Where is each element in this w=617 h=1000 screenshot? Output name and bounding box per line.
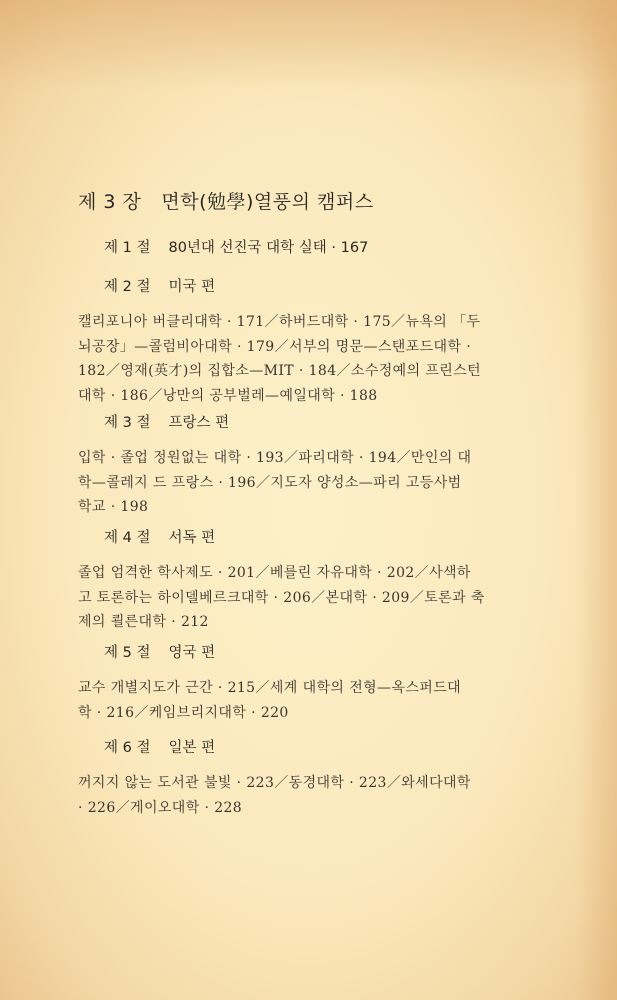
paper-shading-right [577, 0, 617, 1000]
paper-shading-top [0, 0, 617, 90]
section-6 [78, 736, 503, 820]
section-heading [104, 275, 503, 296]
section-number: 제 1 절 [104, 240, 151, 256]
section-heading [104, 411, 503, 432]
section-title: 영국 편 [168, 645, 216, 661]
body-line: 입학 · 졸업 정원없는 대학 · 193／파리대학 · 194／만인의 대 [78, 450, 472, 466]
section-number: 제 4 절 [104, 530, 151, 546]
section-title: 프랑스 편 [168, 415, 230, 431]
chapter-heading [78, 187, 374, 214]
section-3 [78, 411, 503, 520]
section-body [78, 310, 503, 408]
body-line: 학 · 216／케임브리지대학 · 220 [78, 704, 289, 721]
section-number: 제 3 절 [104, 415, 151, 431]
body-line: 꺼지지 않는 도서관 불빛 · 223／동경대학 · 223／와세다대학 [78, 775, 471, 791]
body-line: 182／영재(英才)의 집합소—MIT · 184／소수정예의 프린스턴 [78, 363, 482, 379]
body-line: 학교 · 198 [78, 499, 149, 515]
body-line: 캘리포니아 버클리대학 · 171／하버드대학 · 175／뉴욕의 「두 [78, 314, 481, 330]
body-line: · 226／게이오대학 · 228 [78, 799, 243, 816]
body-line: 대학 · 186／낭만의 공부벌레—예일대학 · 188 [78, 387, 378, 404]
body-line: 뇌공장」—콜럼비아대학 · 179／서부의 명문—스탠포드대학 · [78, 338, 472, 355]
section-body [78, 771, 503, 820]
section-title: 미국 편 [168, 279, 216, 295]
section-heading [104, 641, 503, 662]
section-heading [104, 526, 503, 547]
section-1 [78, 236, 503, 257]
section-title: 서독 편 [168, 530, 216, 546]
section-4 [78, 526, 503, 635]
section-body [78, 446, 503, 520]
section-heading [104, 736, 503, 757]
section-title: 일본 편 [168, 740, 216, 756]
body-line: 학—콜레지 드 프랑스 · 196／지도자 양성소—파리 고등사범 [78, 474, 462, 491]
chapter-title: 면학(勉學)열풍의 캠퍼스 [161, 191, 374, 213]
body-line: 졸업 엄격한 학사제도 · 201／베를린 자유대학 · 202／사색하 [78, 565, 471, 581]
chapter-number: 제 3 장 [78, 191, 142, 213]
section-number: 제 2 절 [104, 279, 151, 295]
body-line: 교수 개별지도가 근간 · 215／세계 대학의 전형—옥스퍼드대 [78, 680, 462, 696]
body-line: 고 토론하는 하이델베르크대학 · 206／본대학 · 209／토론과 축 [78, 589, 485, 606]
section-2 [78, 275, 503, 408]
body-line: 제의 쾰른대학 · 212 [78, 614, 209, 630]
section-title: 80년대 선진국 대학 실태 · 167 [168, 240, 369, 256]
section-number: 제 5 절 [104, 645, 151, 661]
section-heading [104, 236, 503, 257]
section-body [78, 561, 503, 635]
section-body [78, 676, 503, 725]
section-5 [78, 641, 503, 725]
section-number: 제 6 절 [104, 740, 151, 756]
